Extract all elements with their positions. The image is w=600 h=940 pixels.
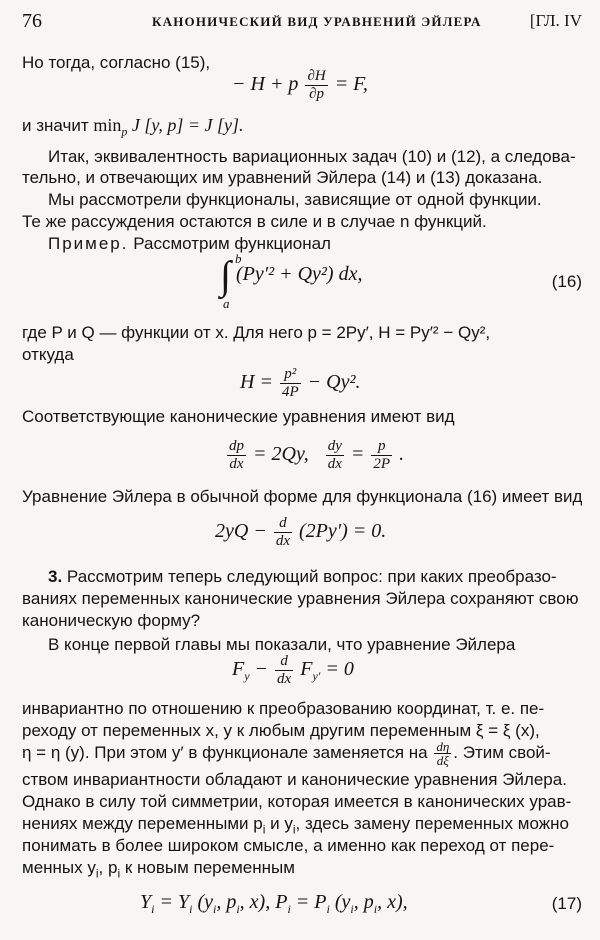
text-line: ством инвариантности обладают и канонические уравнения Эйлера. — [22, 770, 567, 789]
text-line: каноническую форму? — [22, 611, 201, 630]
text-line: понимать в более широком смысле, а именно как переход от пере- — [22, 836, 555, 855]
formula-16: ∫ (Py′² + Qy²) dx, — [220, 252, 363, 298]
text-line: Однако в силу той симметрии, которая имеется в канонических урав- — [22, 792, 572, 811]
equation-number-16: (16) — [551, 272, 582, 291]
text-line: реходу от переменных x, y к любым другим переменным ξ = ξ (x), — [22, 721, 540, 740]
text-line: откуда — [22, 345, 74, 364]
formula-euler-ordinary: 2yQ − $\frac{d}{dx}$ (2Py′) = 0. — [215, 515, 387, 549]
formula-hamiltonian-relation: − H + p $\frac{\partial H}{\partial p}$ = F, — [232, 68, 368, 102]
text-line: где P и Q — функции от x. Для него p = 2Py′, H = Py′² − Qy², — [22, 323, 491, 342]
formula-H: H = $\frac{\text{p²}}{4P}$ − Qy². — [240, 366, 361, 400]
text-line: ваниях переменных канонические уравнения Эйлера сохраняют свою — [22, 589, 579, 608]
chapter-label: [ГЛ. IV — [529, 11, 582, 30]
text-line-section-3: 3. Рассмотрим теперь следующий вопрос: при каких преобразо- — [48, 567, 557, 586]
text-line: тельно, и отвечающих им уравнений Эйлера (14) и (13) доказана. — [22, 168, 543, 187]
text-line: Мы рассмотрели функционалы, зависящие от одной функции. — [48, 190, 542, 209]
text-line-variables: нениях между переменными $p_i$ и $y_i$, здесь замену переменных можно — [22, 814, 569, 837]
text-line: Итак, эквивалентность вариационных задач (10) и (12), а следова- — [48, 147, 576, 166]
integral-sign: ∫ — [220, 252, 231, 298]
formula-euler-F: $F_y$ − $\frac{d}{dx}$ $F_{y'} = 0$ — [232, 653, 354, 687]
running-header — [22, 10, 582, 34]
formula-17: $Y_i = Y_i$ ($y_i$, $p_i$, x), $P_i = P_i$ ($y_i$, $p_i$, x), — [140, 891, 408, 916]
running-title: КАНОНИЧЕСКИЙ ВИД УРАВНЕНИЙ ЭЙЛЕРА — [152, 14, 482, 29]
text-line: Но тогда, согласно (15), — [22, 53, 211, 72]
equation-number-17: (17) — [551, 894, 582, 913]
text-line: Соответствующие канонические уравнения имеют вид — [22, 407, 455, 426]
text-line-min: и значит $\min_p J$ [y, p] = J [y]. — [22, 115, 244, 139]
text-line: Те же рассуждения остаются в силе и в случае n функций. — [22, 212, 487, 231]
integral-upper-limit: b — [235, 251, 242, 266]
integral-lower-limit: a — [223, 296, 230, 311]
text-line-deta: η = η (y). При этом y′ в функционале заменяется на $\frac{d\eta}{d\xi}$ . Этим свой- — [22, 740, 551, 768]
formula-canonical-equations: $\frac{dp}{dx}$ = 2Qy, $\frac{dy}{dx}$ = $\frac{p}{2P}$ . — [229, 438, 405, 472]
text-line-example: Пример. Рассмотрим функционал — [48, 234, 331, 253]
text-line-new-vars: менных $y_i$, $p_i$ к новым переменным — [22, 858, 295, 881]
text-line: В конце первой главы мы показали, что уравнение Эйлера — [48, 635, 516, 654]
text-line: Уравнение Эйлера в обычной форме для функционала (16) имеет вид — [22, 487, 582, 506]
page-number: 76 — [22, 10, 42, 32]
text-line: инвариантно по отношению к преобразованию координат, т. е. пе- — [22, 699, 545, 718]
